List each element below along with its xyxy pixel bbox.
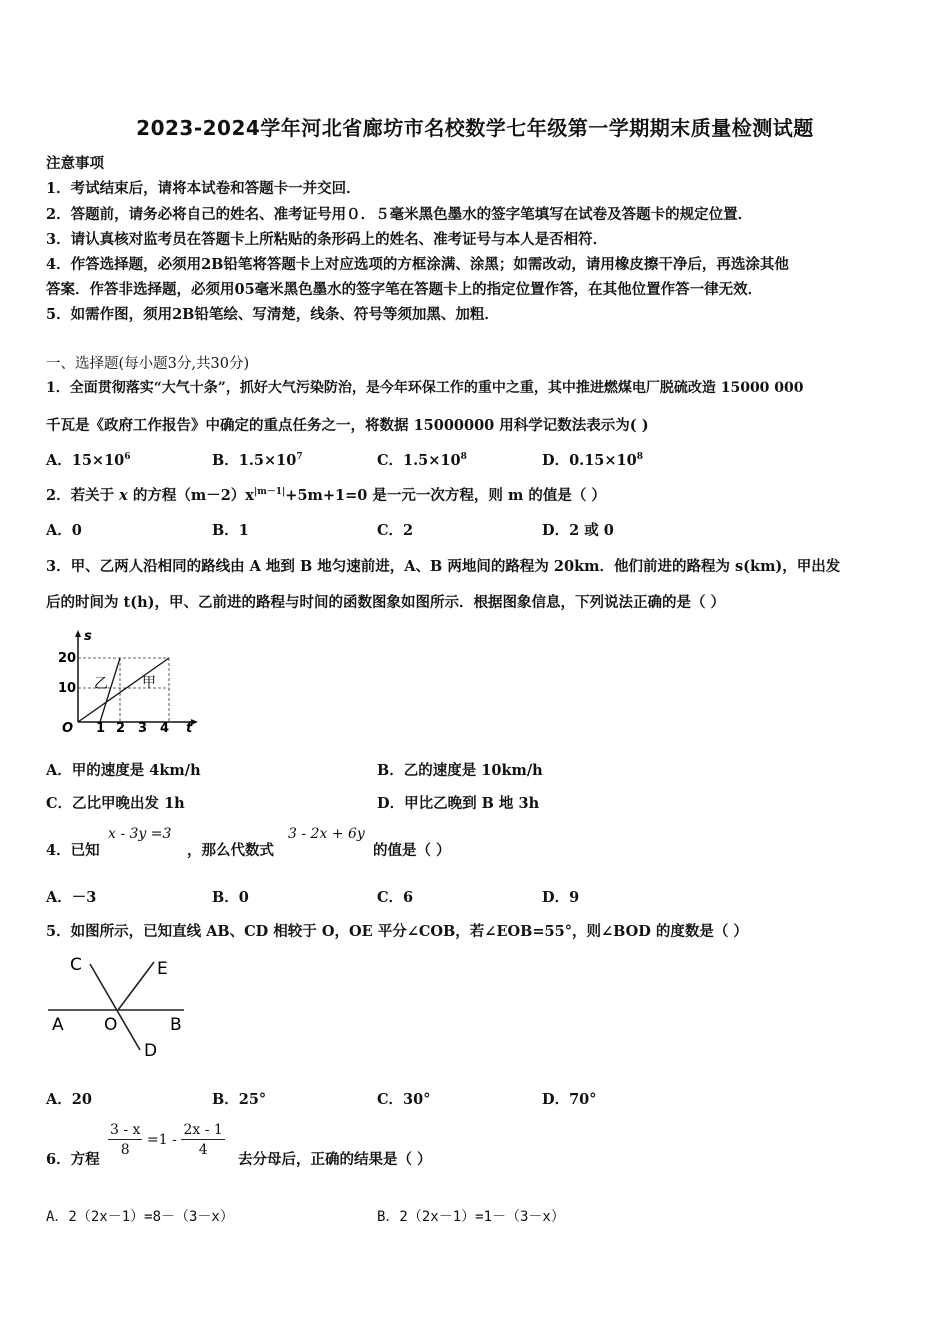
point-c: C — [70, 955, 82, 975]
notice-item: 4．作答选择题，必须用2B铅笔将答题卡上对应选项的方框涂满、涂黑；如需改动，请用橡皮擦干净后，再选涂其他 — [46, 256, 789, 273]
q5-option-c: C．30° — [377, 1091, 431, 1108]
q4-mid: ，那么代数式 — [187, 842, 274, 859]
q6-post: 去分母后，正确的结果是（ ） — [238, 1151, 432, 1168]
notice-item: 5．如需作图，须用2B铅笔绘、写清楚，线条、符号等须加黑、加粗． — [46, 306, 499, 323]
line-cd — [90, 964, 140, 1050]
point-a: A — [52, 1015, 64, 1035]
q2-option-c: C．2 — [377, 522, 414, 539]
q5-option-b: B．25° — [212, 1091, 267, 1108]
q6-frac1: $\frac{3 - x}{8}$ — [110, 1122, 141, 1158]
q6-frac2: $\frac{2x - 1}{4}$ — [183, 1122, 223, 1158]
q6-pre: 6．方程 — [46, 1151, 100, 1168]
notice-item: 1．考试结束后，请将本试卷和答题卡一并交回． — [46, 180, 361, 197]
q6-option-b: B．2（2x－1）=1－（3－x） — [377, 1209, 565, 1225]
q1-option-b: B．$1.5\times 10^7$ — [212, 452, 303, 469]
y-tick-10-label: 10 — [58, 681, 77, 696]
s-axis-label: s — [84, 629, 92, 644]
q3-line1: 3．甲、乙两人沿相同的路线由 A 地到 B 地匀速前进，A、B 两地间的路程为 20km．他们前进的路程为 s(km)，甲出发 — [46, 558, 841, 575]
q4-eq1: x - 3y =3 — [108, 826, 172, 842]
q4-option-c: C．6 — [377, 889, 414, 906]
point-e: E — [157, 959, 168, 979]
q2-option-d: D．2 或 0 — [542, 522, 614, 539]
point-b: B — [170, 1015, 182, 1035]
q4-option-d: D．9 — [542, 889, 580, 906]
q1-line2: 千瓦是《政府工作报告》中确定的重点任务之一，将数据 15000000 用科学记数法表示为( ) — [46, 417, 649, 434]
q6-option-a: A．2（2x－1）=8－（3－x） — [46, 1209, 234, 1225]
x-tick-3: 3 — [138, 721, 148, 736]
y-tick-20-label: 20 — [58, 651, 77, 666]
q3-option-a: A．甲的速度是 4km/h — [46, 762, 201, 779]
x-tick-1: 1 — [96, 721, 106, 736]
q6-equation: $\frac{3 - x}{8}$ =1 - $\frac{2x - 1}{4}$ — [110, 1122, 223, 1158]
q4-pre: 4．已知 — [46, 842, 100, 859]
q1-option-a: A．$15\times 10^6$ — [46, 452, 131, 469]
q3-option-b: B．乙的速度是 10km/h — [377, 762, 543, 779]
point-o: O — [104, 1015, 118, 1035]
q5-stem: 5．如图所示，已知直线 AB、CD 相较于 O，OE 平分∠COB，若∠EOB=55°，则∠BOD 的度数是（ ） — [46, 923, 748, 940]
q5-option-d: D．70° — [542, 1091, 597, 1108]
notice-item: 3．请认真核对监考员在答题卡上所粘贴的条形码上的姓名、准考证号与本人是否相符． — [46, 231, 608, 248]
q3-option-d: D．甲比乙晚到 B 地 3h — [377, 795, 540, 812]
q1-option-d: D．$0.15\times 10^8$ — [542, 452, 643, 469]
x-tick-4: 4 — [160, 721, 170, 736]
q4-eq2: 3 - 2x + 6y — [288, 826, 365, 842]
q5-option-a: A．20 — [46, 1091, 92, 1108]
q5-figure — [44, 950, 194, 1062]
label-yi: 乙 — [94, 676, 108, 692]
q4-option-b: B．0 — [212, 889, 249, 906]
q4-post: 的值是（ ） — [373, 842, 451, 859]
notice-item: 2．答题前，请务必将自己的姓名、准考证号用０．５毫米黑色墨水的签字笔填写在试卷及答题卡的规定位置． — [46, 206, 753, 223]
origin-label: O — [62, 721, 74, 736]
q2-option-b: B．1 — [212, 522, 249, 539]
y-axis-arrow — [75, 630, 81, 637]
q3-graph — [52, 628, 202, 736]
section-heading: 一、选择题(每小题3分,共30分) — [46, 356, 250, 372]
q2-stem: 2．若关于 x 的方程$(m-2)x^{|m-1|}+5m+1=0$ 是一元一次方程，则 m 的值是（ ） — [46, 487, 606, 504]
label-jia: 甲 — [142, 675, 156, 691]
q4-option-a: A．－3 — [46, 889, 97, 906]
notice-heading: 注意事项 — [46, 155, 104, 172]
page-title: 2023-2024学年河北省廊坊市名校数学七年级第一学期期末质量检测试题 — [136, 116, 814, 140]
t-axis-label: t — [186, 721, 193, 736]
q1-line1: 1．全面贯彻落实“大气十条”，抓好大气污染防治，是今年环保工作的重中之重，其中推进燃煤电厂脱硫改造 15000 000 — [46, 380, 804, 396]
x-tick-2: 2 — [116, 721, 126, 736]
point-d: D — [144, 1041, 158, 1061]
q1-option-c: C．$1.5\times 10^8$ — [377, 452, 467, 469]
q3-option-c: C．乙比甲晚出发 1h — [46, 795, 185, 812]
notice-item: 答案．作答非选择题，必须用05毫米黑色墨水的签字笔在答题卡上的指定位置作答，在其他位置作答一律无效． — [46, 281, 763, 298]
q2-option-a: A．0 — [46, 522, 82, 539]
q3-line2: 后的时间为 t(h)，甲、乙前进的路程与时间的函数图象如图所示．根据图象信息，下列说法正确的是（ ） — [46, 594, 726, 611]
ray-oe — [118, 962, 154, 1010]
